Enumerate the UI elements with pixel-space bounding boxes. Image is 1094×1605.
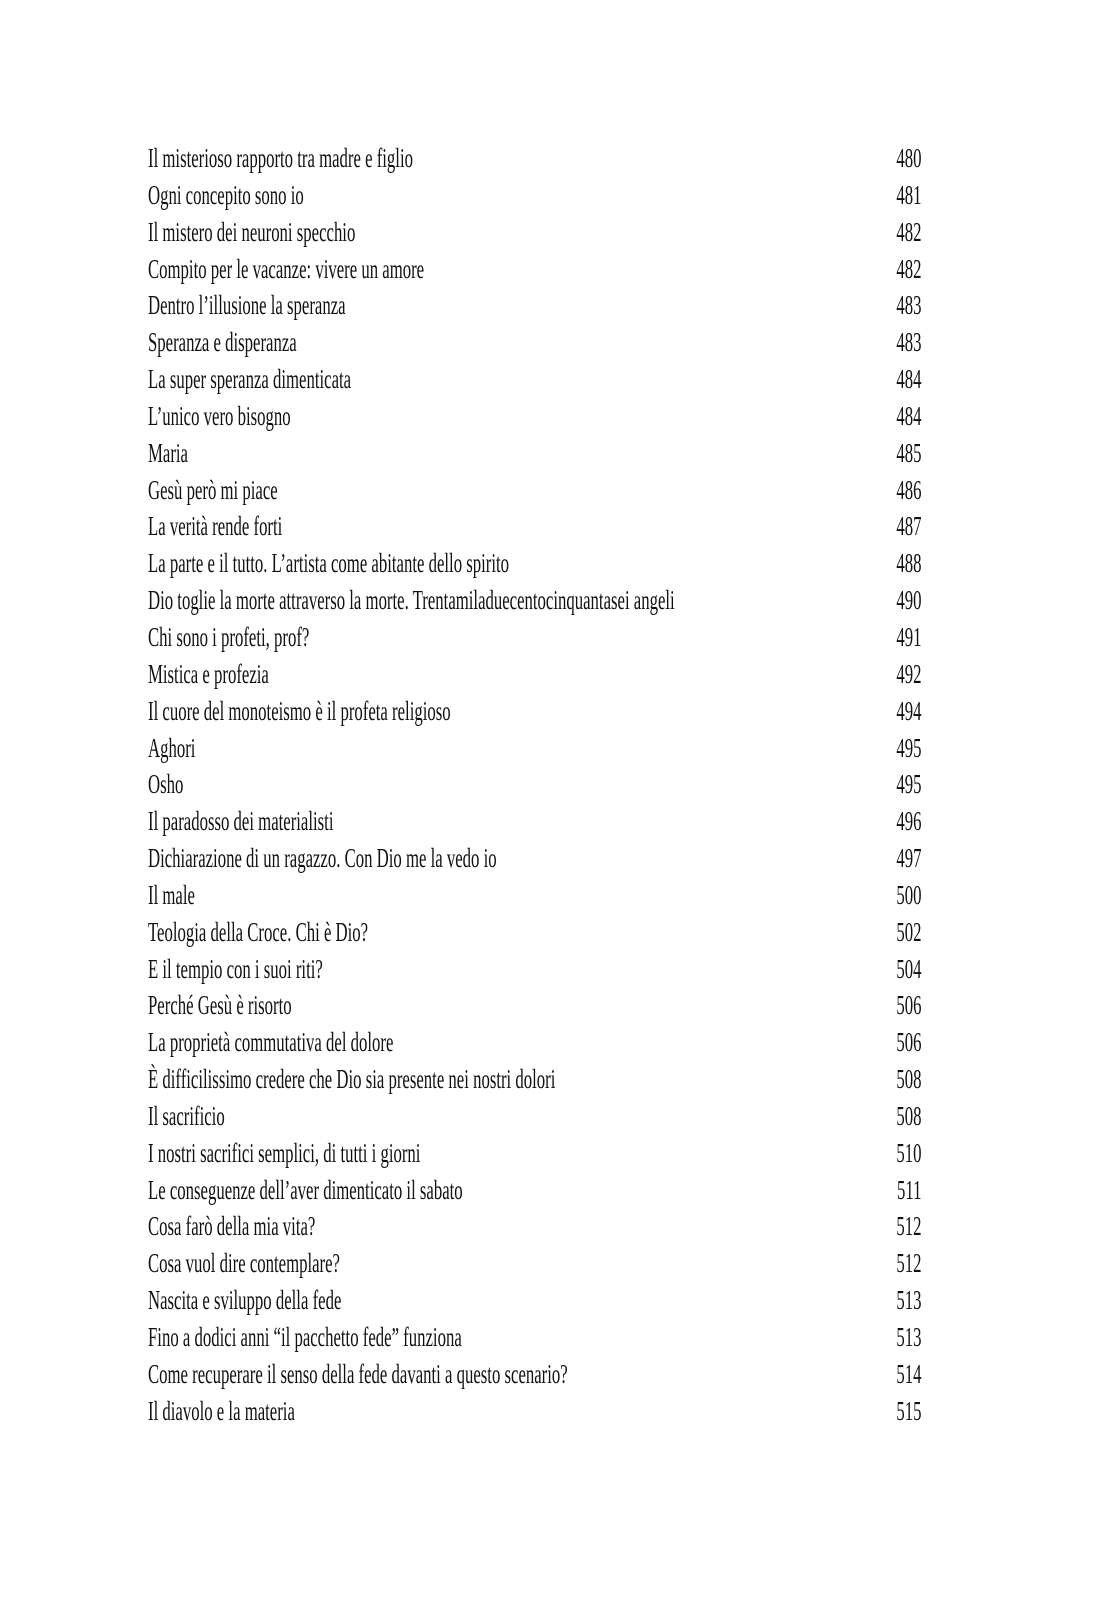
toc-entry bbox=[148, 987, 921, 1024]
toc-entry bbox=[148, 1356, 921, 1393]
toc-entry-page: 515 bbox=[895, 1395, 921, 1426]
toc-entry bbox=[148, 656, 921, 693]
toc-entry-page: 513 bbox=[895, 1322, 921, 1352]
toc-entry-title: Le conseguenze dell’aver dimenticato il sabato bbox=[148, 1174, 463, 1205]
toc-entry bbox=[148, 1172, 921, 1209]
toc-entry-page: 497 bbox=[895, 843, 921, 874]
toc-entry-page: 485 bbox=[895, 437, 921, 468]
toc-entry bbox=[148, 545, 921, 582]
toc-entry-page: 504 bbox=[895, 953, 921, 984]
toc-entry-page: 482 bbox=[895, 216, 921, 247]
toc-entry bbox=[148, 1024, 921, 1061]
toc-entry-page: 496 bbox=[895, 806, 921, 837]
toc-entry-title: E il tempio con i suoi riti? bbox=[148, 953, 323, 984]
toc-entry-page: 491 bbox=[895, 621, 921, 652]
toc-entry-title: Osho bbox=[148, 769, 184, 800]
toc-entry bbox=[148, 1393, 921, 1430]
toc-entry-page: 508 bbox=[895, 1064, 921, 1095]
toc-entry bbox=[148, 1098, 921, 1135]
table-of-contents bbox=[148, 140, 921, 1430]
toc-entry-title: Compito per le vacanze: vivere un amore bbox=[148, 253, 425, 284]
toc-entry-title: La verità rende forti bbox=[148, 511, 283, 542]
toc-entry bbox=[148, 361, 921, 398]
toc-entry-title: Come recuperare il senso della fede davanti a questo scenario? bbox=[148, 1358, 568, 1389]
toc-entry-page: 512 bbox=[895, 1248, 921, 1279]
toc-entry bbox=[148, 803, 921, 840]
toc-entry bbox=[148, 214, 921, 251]
toc-entry bbox=[148, 619, 921, 656]
toc-entry-title: Dentro l’illusione la speranza bbox=[148, 290, 346, 321]
toc-entry bbox=[148, 840, 921, 877]
toc-entry-page: 510 bbox=[895, 1137, 921, 1168]
toc-entry-title: La parte e il tutto. L’artista come abitante dello spirito bbox=[148, 548, 510, 579]
toc-entry bbox=[148, 582, 921, 619]
toc-entry-page: 482 bbox=[895, 253, 921, 284]
toc-entry bbox=[148, 1282, 921, 1319]
toc-entry-title: Cosa vuol dire contemplare? bbox=[148, 1248, 340, 1279]
toc-entry-title: Aghori bbox=[148, 732, 196, 763]
toc-entry-title: Maria bbox=[148, 437, 188, 468]
toc-entry-page: 506 bbox=[895, 990, 921, 1021]
toc-entry bbox=[148, 1208, 921, 1245]
toc-entry-title: Fino a dodici anni “il pacchetto fede” funziona bbox=[148, 1322, 462, 1352]
toc-entry-page: 487 bbox=[895, 511, 921, 542]
toc-entry bbox=[148, 287, 921, 324]
toc-entry-title: Chi sono i profeti, prof? bbox=[148, 621, 310, 652]
toc-entry bbox=[148, 251, 921, 288]
toc-entry-title: Dichiarazione di un ragazzo. Con Dio me la vedo io bbox=[148, 843, 497, 874]
toc-entry-page: 500 bbox=[895, 879, 921, 910]
toc-entry-page: 494 bbox=[895, 695, 921, 726]
toc-entry-page: 483 bbox=[895, 327, 921, 358]
toc-entry-page: 483 bbox=[895, 290, 921, 321]
toc-entry-page: 484 bbox=[895, 400, 921, 431]
toc-entry-title: La super speranza dimenticata bbox=[148, 364, 352, 395]
toc-entry-page: 512 bbox=[895, 1211, 921, 1242]
toc-entry bbox=[148, 435, 921, 472]
toc-entry bbox=[148, 693, 921, 730]
toc-entry-title: Mistica e profezia bbox=[148, 658, 269, 689]
toc-entry bbox=[148, 324, 921, 361]
toc-entry bbox=[148, 508, 921, 545]
toc-entry bbox=[148, 766, 921, 803]
toc-entry-title: I nostri sacrifici semplici, di tutti i giorni bbox=[148, 1137, 421, 1168]
toc-entry-page: 514 bbox=[895, 1358, 921, 1389]
toc-entry bbox=[148, 1135, 921, 1172]
toc-entry-title: Speranza e disperanza bbox=[148, 327, 297, 358]
toc-entry-title: Il male bbox=[148, 879, 195, 910]
toc-entry bbox=[148, 177, 921, 214]
toc-entry-page: 502 bbox=[895, 916, 921, 947]
toc-entry-title: La proprietà commutativa del dolore bbox=[148, 1027, 394, 1058]
toc-entry-title: Perché Gesù è risorto bbox=[148, 990, 292, 1021]
toc-entry-page: 508 bbox=[895, 1100, 921, 1131]
toc-entry-title: Il paradosso dei materialisti bbox=[148, 806, 334, 837]
toc-entry-title: Il diavolo e la materia bbox=[148, 1395, 295, 1426]
toc-entry-title: Il sacrificio bbox=[148, 1100, 225, 1131]
toc-entry-page: 492 bbox=[895, 658, 921, 689]
toc-entry bbox=[148, 1245, 921, 1282]
toc-entry-page: 513 bbox=[895, 1285, 921, 1316]
toc-entry-title: Nascita e sviluppo della fede bbox=[148, 1285, 342, 1316]
toc-entry bbox=[148, 1319, 921, 1356]
toc-entry-title: Teologia della Croce. Chi è Dio? bbox=[148, 916, 369, 947]
toc-entry-title: Il misterioso rapporto tra madre e figlio bbox=[148, 143, 413, 173]
toc-entry bbox=[148, 140, 921, 177]
toc-entry-page: 481 bbox=[895, 179, 921, 210]
toc-entry-page: 506 bbox=[895, 1027, 921, 1058]
toc-entry-page: 480 bbox=[895, 143, 921, 173]
toc-entry-page: 495 bbox=[895, 769, 921, 800]
toc-entry-page: 490 bbox=[895, 585, 921, 616]
toc-entry bbox=[148, 951, 921, 988]
toc-entry-page: 486 bbox=[895, 474, 921, 505]
toc-entry-title: Ogni concepito sono io bbox=[148, 179, 304, 210]
toc-entry bbox=[148, 730, 921, 767]
toc-entry-title: L’unico vero bisogno bbox=[148, 400, 291, 431]
toc-entry-title: Dio toglie la morte attraverso la morte. Trentamiladuecentocinquantasei angeli bbox=[148, 585, 675, 616]
toc-entry-page: 488 bbox=[895, 548, 921, 579]
toc-entry-title: Il cuore del monoteismo è il profeta religioso bbox=[148, 695, 451, 726]
toc-entry-page: 484 bbox=[895, 364, 921, 395]
toc-entry-page: 495 bbox=[895, 732, 921, 763]
toc-entry-page: 511 bbox=[896, 1174, 921, 1205]
toc-entry-title: È difficilissimo credere che Dio sia presente nei nostri dolori bbox=[148, 1064, 556, 1095]
toc-entry-title: Cosa farò della mia vita? bbox=[148, 1211, 316, 1242]
toc-entry bbox=[148, 1061, 921, 1098]
toc-entry bbox=[148, 472, 921, 509]
toc-entry bbox=[148, 398, 921, 435]
toc-entry bbox=[148, 914, 921, 951]
toc-entry-title: Gesù però mi piace bbox=[148, 474, 278, 505]
toc-entry-title: Il mistero dei neuroni specchio bbox=[148, 216, 356, 247]
toc-entry bbox=[148, 877, 921, 914]
